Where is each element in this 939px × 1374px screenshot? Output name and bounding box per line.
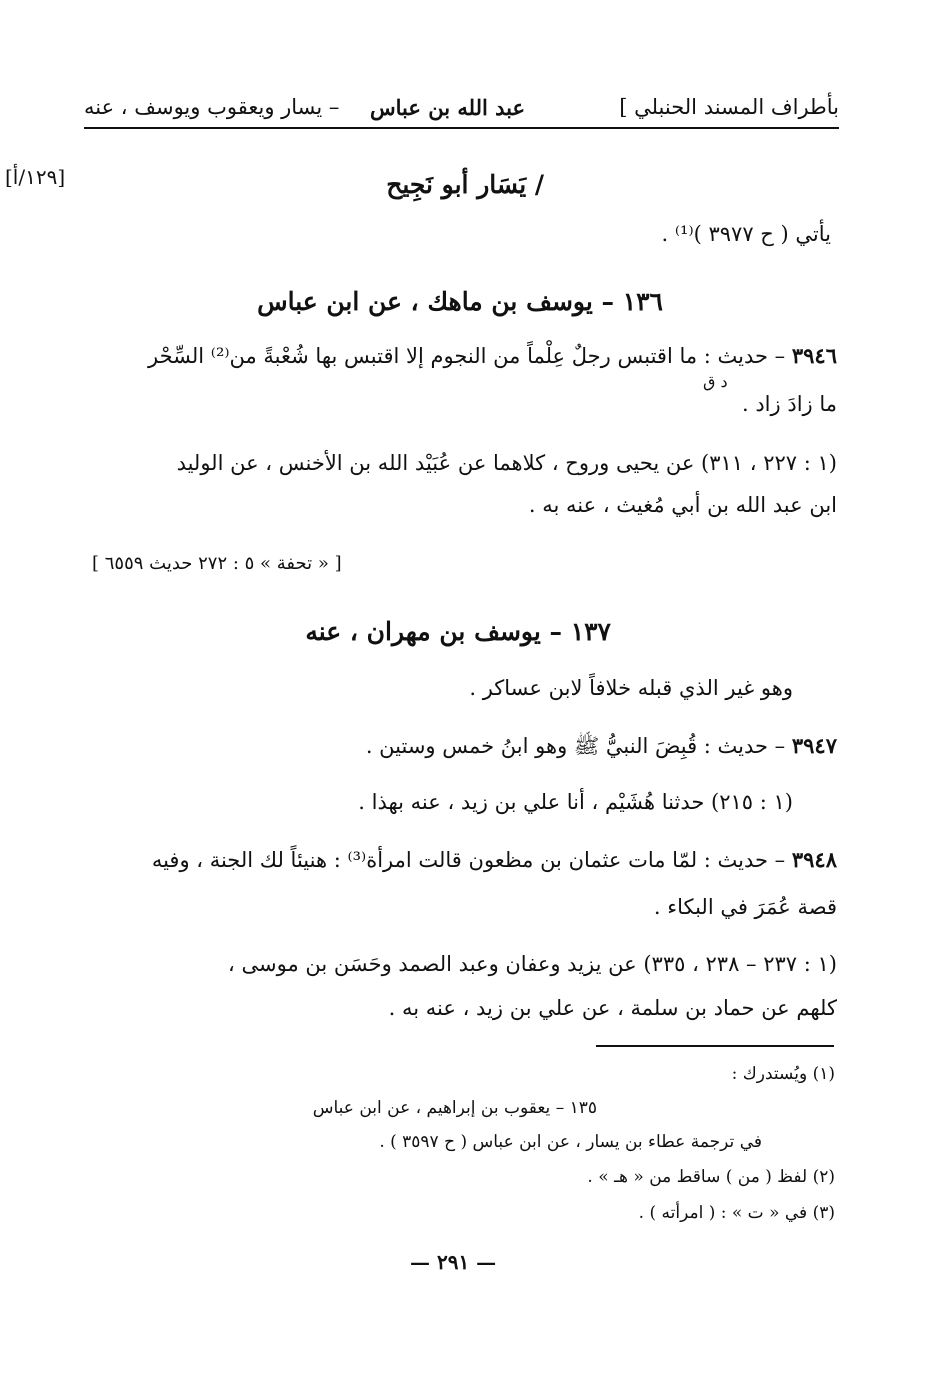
yasar-line: يأتي ( ح ٣٩٧٧ )⁽¹⁾ . (661, 222, 831, 246)
header-book-title: بأطراف المسند الحنبلي ] (619, 95, 839, 119)
footnote-1-detail: في ترجمة عطاء بن يسار ، عن ابن عباس ( ح ٣٥٩٧ ) . (379, 1132, 762, 1152)
page-number: — ٢٩١ — (410, 1250, 497, 1274)
footnote-2: (٢) لفظ ( من ) ساقط من « هـ » . (587, 1167, 835, 1187)
hadith-3946-mark: د ق (703, 372, 728, 391)
hadith-3948-text: – حديث : لمّا مات عثمان بن مظعون قالت امرأة⁽³⁾ : هنيئاً لك الجنة ، وفيه (151, 848, 786, 872)
footnote-1-entry: ١٣٥ – يعقوب بن إبراهيم ، عن ابن عباس (312, 1098, 597, 1118)
hadith-3946-line2: ما زادَ زاد . (741, 392, 837, 416)
margin-reference: [١٢٩/أ] (5, 165, 66, 189)
isnad-3946-line2: ابن عبد الله بن أبي مُغيث ، عنه به . (528, 493, 837, 517)
section-136-heading: ١٣٦ – يوسف بن ماهك ، عن ابن عباس (257, 287, 663, 316)
footnote-1: (١) ويُستدرك : (731, 1064, 835, 1084)
footnote-3: (٣) في « ت » : ( امرأته ) . (638, 1203, 835, 1223)
isnad-3948-line1: (١ : ٢٣٧ – ٢٣٨ ، ٣٣٥) عن يزيد وعفان وعبد الصمد وحَسَن بن موسى ، (228, 952, 837, 976)
footnote-rule (596, 1045, 834, 1047)
hadith-3948-number: ٣٩٤٨ (791, 847, 837, 872)
hadith-3947 (366, 733, 837, 764)
hadith-3947-text: – حديث : قُبِضَ النبيُّ ﷺ وهو ابنُ خمس وستين . (365, 734, 786, 758)
hadith-3946-line1 (148, 343, 837, 368)
hadith-3948-line1 (152, 847, 837, 872)
header-section: عبد الله بن عباس (370, 95, 525, 120)
header-rule (84, 127, 839, 129)
isnad-3946-line1: (١ : ٢٢٧ ، ٣١١) عن يحيى وروح ، كلاهما عن عُبَيْد الله بن الأخنس ، عن الوليد (176, 451, 837, 475)
tuhfa-reference: [ « تحفة » ٥ : ٢٧٢ حديث ٦٥٥٩ ] (92, 553, 342, 574)
section-137-heading: ١٣٧ – يوسف بن مهران ، عنه (305, 617, 611, 646)
yasar-heading: / يَسَار أبو نَجِيح (386, 170, 544, 199)
isnad-3947: (١ : ٢١٥) حدثنا هُشَيْم ، أنا علي بن زيد ، عنه بهذا . (358, 790, 793, 814)
hadith-3947-number: ٣٩٤٧ (791, 733, 837, 758)
isnad-3948-line2: كلهم عن حماد بن سلمة ، عن علي بن زيد ، عنه به . (388, 996, 837, 1020)
section-137-note: وهو غير الذي قبله خلافاً لابن عساكر . (469, 676, 793, 700)
header-subjects: – يسار ويعقوب ويوسف ، عنه (84, 95, 340, 119)
hadith-3948-line2: قصة عُمَرَ في البكاء . (653, 895, 837, 919)
hadith-3946-number: ٣٩٤٦ (791, 343, 837, 368)
hadith-3946-text: – حديث : ما اقتبس رجلٌ عِلْماً من النجوم إلا اقتبس بها شُعْبةً من⁽²⁾ السِّحْر (147, 344, 786, 368)
